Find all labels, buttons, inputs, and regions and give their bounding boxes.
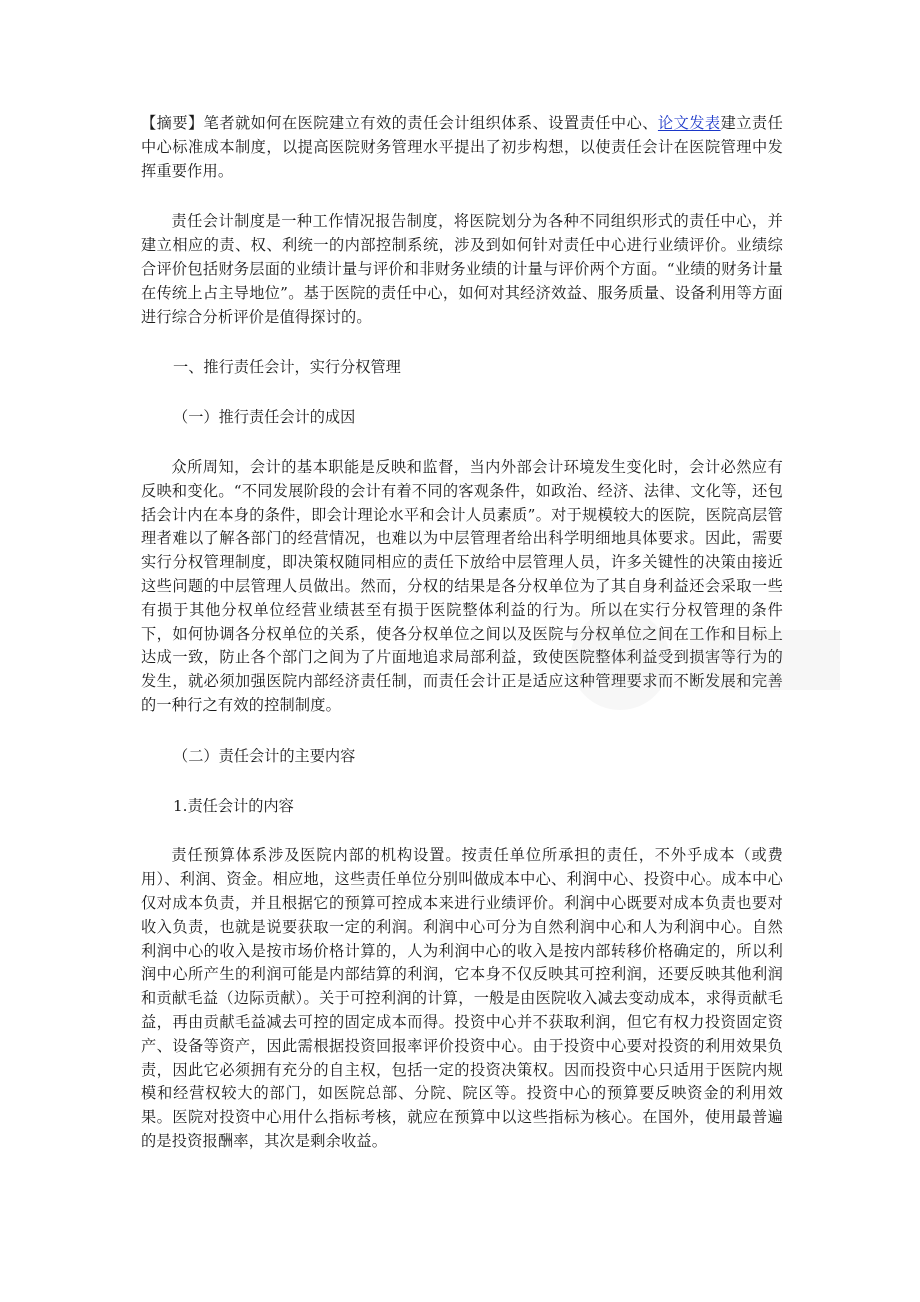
abstract-paragraph [141, 112, 783, 183]
spacer [141, 183, 783, 210]
item-heading: 1.责任会计的内容 [173, 796, 294, 815]
abstract-label: 【摘要】 [141, 114, 204, 132]
spacer [141, 718, 783, 745]
subsection-heading: （二）责任会计的主要内容 [173, 746, 356, 765]
body-paragraph: 责任预算体系涉及医院内部的机构设置。按责任单位所承担的责任，不外乎成本（或费用）、利润、资金。相应地，这些责任单位分别叫做成本中心、利润中心、投资中心。成本中心仅对成本负责，并且根据它的预算可控成本来进行业绩评价。利润中心既要对成本负责也要对收入负责，也就是说要获取一定的利润。利润中心可分为自然利润中心和人为利润中心。自然利润中心的收入是按市场价格计算的，人为利润中心的收入是按内部转移价格确定的，所以利润中心所产生的利润可能是内部结算的利润，它本身不仅反映其可控利润，还要反映其他利润和贡献毛益（边际贡献）。关于可控利润的计算，一般是由医院收入减去变动成本，求得贡献毛益，再由贡献毛益减去可控的固定成本而得。投资中心并不获取利润，但它有权力投资固定资产、设备等资产，因此需根据投资回报率评价投资中心。由于投资中心要对投资的利用效果负责，因此它必须拥有充分的自主权，包括一定的投资决策权。因而投资中心只适用于医院内规模和经营权较大的部门，如医院总部、分院、院区等。投资中心的预算要反映资金的利用效果。医院对投资中心用什么指标考核，就应在预算中以这些指标为核心。在国外，使用最普遍的是投资报酬率，其次是剩余收益。 [141, 846, 783, 1150]
abstract-text-before-link: 笔者就如何在医院建立有效的责任会计组织体系、设置责任中心、 [203, 114, 658, 132]
body-paragraph: 众所周知，会计的基本职能是反映和监督，当内外部会计环境发生变化时，会计必然应有反映和变化。“不同发展阶段的会计有着不同的客观条件，如政治、经济、法律、文化等，还包括会计内在本身的条件，即会计理论水平和会计人员素质”。对于规模较大的医院，医院高层管理者难以了解各部门的经营情况，也难以为中层管理者给出科学明细地具体要求。因此，需要实行分权管理制度，即决策权随同相应的责任下放给中层管理人员，许多关键性的决策由接近这些问题的中层管理人员做出。然而，分权的结果是各分权单位为了其自身利益还会采取一些有损于其他分权单位经营业绩甚至有损于医院整体利益的行为。所以在实行分权管理的条件下，如何协调各分权单位的关系，使各分权单位之间以及医院与分权单位之间在工作和目标上达成一致，防止各个部门之间为了片面地追求局部利益，致使医院整体利益受到损害等行为的发生，就必须加强医院内部经济责任制，而责任会计正是适应这种管理要求而不断发展和完善的一种行之有效的控制制度。 [141, 457, 783, 714]
intro-paragraph: 责任会计制度是一种工作情况报告制度，将医院划分为各种不同组织形式的责任中心，并建立相应的责、权、利统一的内部控制系统，涉及到如何针对责任中心进行业绩评价。业绩综合评价包括财务层面的业绩计量与评价和非财务业绩的计量与评价两个方面。“业绩的财务计量在传统上占主导地位”。基于医院的责任中心，如何对其经济效益、服务质量、设备利用等方面进行综合分析评价是值得探讨的。 [141, 212, 783, 326]
spacer [141, 380, 783, 406]
section-heading: 一、推行责任会计，实行分权管理 [173, 358, 401, 377]
spacer [141, 769, 783, 795]
document-page [141, 112, 783, 1154]
paper-publish-link[interactable]: 论文发表 [657, 114, 721, 132]
spacer [141, 818, 783, 844]
abstract-text-after-link: 建立责任中心标准成本制度，以提高医院财务管理水平提出了初步构想，以使责任会计在医院管理中发挥重要作用。 [141, 114, 783, 180]
spacer [141, 430, 783, 456]
subsection-heading: （一）推行责任会计的成因 [173, 408, 356, 427]
spacer [141, 329, 783, 356]
